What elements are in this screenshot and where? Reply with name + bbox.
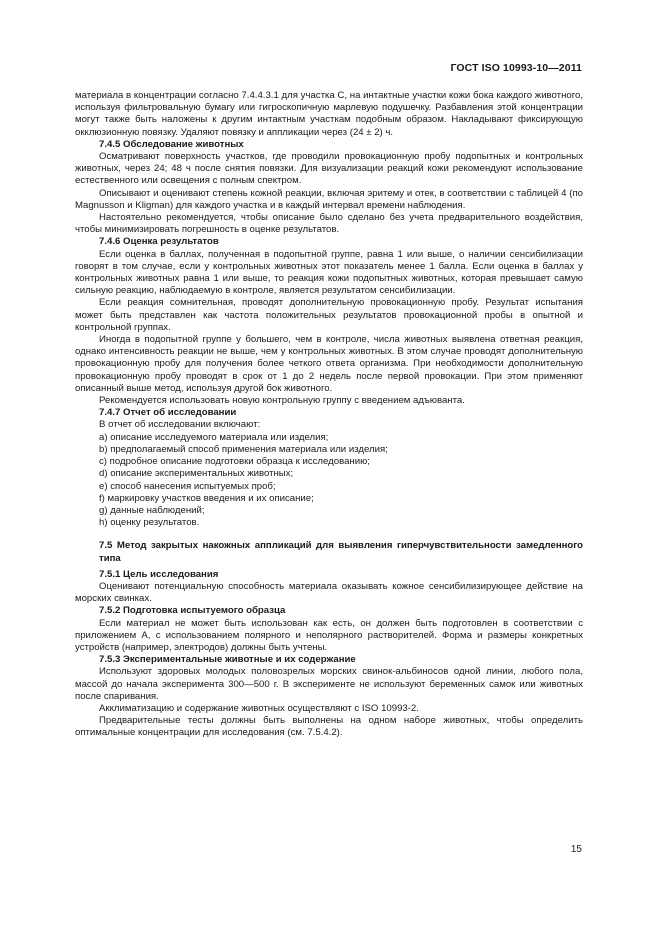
paragraph: Если оценка в баллах, полученная в подопытной группе, равна 1 или выше, о наличии сенсибилизации говорят в том случае, если у контрольных животных этот показатель менее 1 балла. Если оценка в баллах у контрольных животных равна 1 или выше, то реакция кожи подопытных животных, которая превышает самую сильную реакцию, наблюдаемую в контроле, является результатом сенсибилизации. <box>75 248 583 297</box>
list-item: c) подробное описание подготовки образца к исследованию; <box>99 456 370 468</box>
section-heading: 7.5.2 Подготовка испытуемого образца <box>99 605 286 617</box>
paragraph: Описывают и оценивают степень кожной реакции, включая эритему и отек, в соответствии с таблицей 4 (по Magnusson и Kligman) для каждого участка и в каждый интервал времени наблюдения. <box>75 187 583 211</box>
paragraph: Осматривают поверхность участков, где проводили провокационную пробу подопытных и контрольных животных, через 24; 48 ч после снятия повязки. Для визуализации реакций кожи рекомендуют использование естественного или освещения с полным спектром. <box>75 151 583 187</box>
page-number: 15 <box>570 844 582 855</box>
list-item: b) предполагаемый способ применения материала или изделия; <box>99 443 388 455</box>
standard-header: ГОСТ ISO 10993-10—2011 <box>450 62 582 74</box>
section-heading: 7.4.7 Отчет об исследовании <box>99 407 237 419</box>
list-item: f) маркировку участков введения и их описание; <box>99 492 314 504</box>
list-item: a) описание исследуемого материала или изделия; <box>99 431 329 443</box>
paragraph: Если материал не может быть использован как есть, он должен быть подготовлен в соответствии с приложением А, с использованием полярного и неполярного растворителей. Форма и размеры конкретных устройств (например, электродов) должны быть учтены. <box>75 617 583 653</box>
list-item: h) оценку результатов. <box>99 517 200 529</box>
paragraph: Оценивают потенциальную способность материала оказывать кожное сенсибилизирующее действие на морских свинках. <box>75 580 583 605</box>
list-item: d) описание экспериментальных животных; <box>99 468 294 480</box>
paragraph: В отчет об исследовании включают: <box>99 419 261 431</box>
section-heading: 7.4.6 Оценка результатов <box>99 236 219 248</box>
document-body <box>75 90 583 740</box>
section-heading: 7.5.3 Экспериментальные животные и их содержание <box>99 654 356 666</box>
section-heading: 7.5 Метод закрытых накожных аппликаций для выявления гиперчувствительности замедленного типа <box>99 540 583 564</box>
paragraph: Если реакция сомнительная, проводят дополнительную провокационную пробу. Результат испытания может быть представлен как частота положительных результатов провокационной пробы в опытной и контрольной группах. <box>75 297 583 333</box>
paragraph: Используют здоровых молодых половозрелых морских свинок-альбиносов одной линии, любого пола, массой до начала эксперимента 300—500 г. В эксперименте не используют беременных самок или животных после спаривания. <box>75 666 583 702</box>
list-item: g) данные наблюдений; <box>99 504 205 516</box>
list-item: e) способ нанесения испытуемых проб; <box>99 480 276 492</box>
section-heading: 7.4.5 Обследование животных <box>99 138 244 150</box>
paragraph: Настоятельно рекомендуется, чтобы описание было сделано без учета предварительного воздействия, чтобы минимизировать погрешность в оценке результатов. <box>75 212 583 236</box>
section-heading: 7.5.1 Цель исследования <box>99 568 219 580</box>
paragraph: Иногда в подопытной группе у большего, чем в контроле, числа животных выявлена ответная реакция, однако интенсивность реакции не выше, чем у контрольных животных. В этом случае проводят дополнительную провокационную пробу для получения более четкого ответа организма. При необходимости дополнительную провокационную пробу проводят в срок от 1 до 2 недель после первой провокации. При этом применяют описанный выше метод, используя другой бок животного. <box>75 334 583 394</box>
paragraph: материала в концентрации согласно 7.4.4.3.1 для участка C, на интактные участки кожи бока каждого животного, используя фильтровальную бумагу или гигроскопичную марлевую подушечку. Разбавления этой концентрации могут также быть наложены к другим интактным участкам подобным образом. Накладывают фиксирующую окклюзионную повязку. Удаляют повязку и аппликации через (24 ± 2) ч. <box>75 90 583 138</box>
paragraph: Акклиматизацию и содержание животных осуществляют с ISO 10993-2. <box>99 702 419 714</box>
paragraph: Рекомендуется использовать новую контрольную группу с введением адъюванта. <box>99 395 465 407</box>
paragraph: Предварительные тесты должны быть выполнены на одном наборе животных, чтобы определить оптимальные концентрации для исследования (см. 7.5.4.2). <box>75 715 583 739</box>
